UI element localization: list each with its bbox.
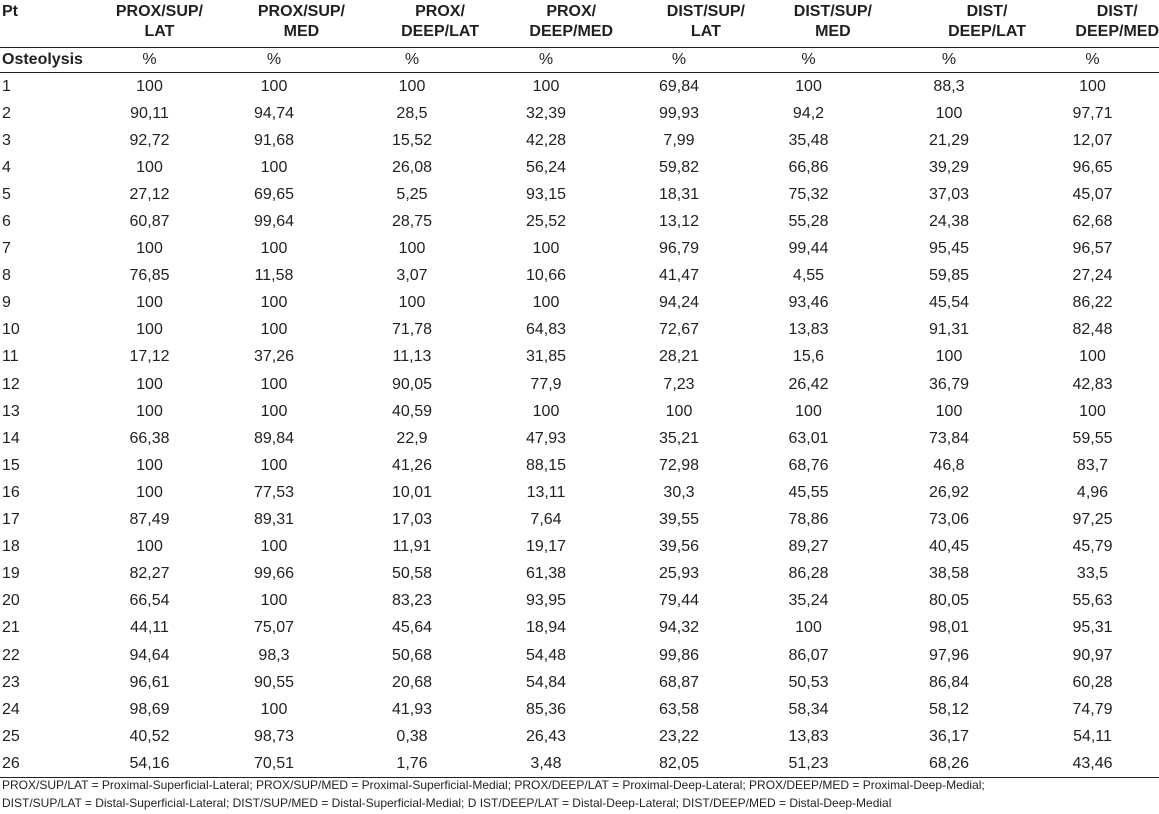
value-cell: 100: [136, 456, 163, 474]
value-cell: 99,44: [788, 240, 829, 258]
value-cell: 69,65: [253, 185, 295, 203]
patient-id-cell: 24: [2, 700, 20, 718]
table-row: [0, 615, 1159, 642]
value-cell: 100: [136, 321, 163, 339]
value-cell: 39,55: [658, 511, 700, 529]
value-cell: 79,44: [658, 592, 700, 610]
value-cell: 93,95: [525, 592, 567, 610]
value-cell: 56,24: [525, 158, 567, 176]
value-cell: 100: [136, 294, 163, 312]
value-cell: 82,27: [129, 565, 170, 583]
value-cell: 25,52: [525, 213, 567, 231]
value-cell: 4,96: [1076, 483, 1109, 501]
value-cell: 71,78: [391, 321, 433, 339]
value-cell: 100: [398, 294, 426, 312]
value-cell: 54,16: [96, 750, 203, 778]
table-row: [0, 588, 1159, 615]
value-cell: 100: [935, 402, 963, 420]
value-cell: 40,45: [928, 538, 970, 556]
table-row: [0, 479, 1159, 506]
value-cell: 100: [532, 402, 560, 420]
value-cell: 85,36: [525, 700, 567, 718]
value-cell: 20,68: [391, 673, 433, 691]
value-cell: 45,64: [391, 619, 433, 637]
patient-id-cell: 19: [2, 565, 20, 583]
value-cell: 73,84: [928, 429, 970, 447]
patient-id-cell: 26: [0, 750, 96, 778]
value-cell: 3,48: [479, 750, 613, 778]
value-cell: 74,79: [1072, 700, 1113, 718]
value-cell: 86,84: [928, 673, 970, 691]
patient-id-cell: 12: [2, 375, 20, 393]
value-cell: 100: [260, 402, 288, 420]
value-cell: 38,58: [928, 565, 970, 583]
value-cell: 1,76: [345, 750, 479, 778]
value-cell: 60,87: [129, 213, 170, 231]
table-row: [0, 507, 1159, 534]
value-cell: 90,11: [130, 104, 169, 122]
value-cell: 7,99: [663, 131, 695, 149]
value-cell: 100: [260, 294, 288, 312]
table-row: [0, 344, 1159, 371]
value-cell: 13,83: [788, 727, 829, 745]
value-cell: 100: [795, 77, 822, 95]
value-cell: 72,98: [658, 456, 700, 474]
patient-id-cell: 21: [2, 619, 20, 637]
value-cell: 7,23: [663, 375, 695, 393]
value-cell: 100: [136, 538, 163, 556]
value-cell: 26,08: [391, 158, 433, 176]
value-cell: 32,39: [525, 104, 567, 122]
value-cell: 100: [260, 375, 288, 393]
value-cell: 42,28: [525, 131, 567, 149]
value-cell: 47,93: [525, 429, 567, 447]
value-cell: 100: [260, 456, 288, 474]
value-cell: 97,25: [1072, 511, 1113, 529]
value-cell: 68,76: [788, 456, 829, 474]
column-header: DIST/ DEEP/LAT: [872, 2, 1026, 48]
value-cell: 96,79: [658, 240, 700, 258]
value-cell: 10,66: [525, 267, 567, 285]
table-row: [0, 696, 1159, 723]
unit-cell: %: [613, 48, 745, 73]
value-cell: 83,7: [1076, 456, 1109, 474]
value-cell: 82,05: [613, 750, 745, 778]
value-cell: 26,43: [525, 727, 567, 745]
value-cell: 13,11: [526, 483, 566, 501]
unit-row: [0, 48, 1159, 73]
value-cell: 100: [260, 77, 288, 95]
value-cell: 100: [532, 294, 560, 312]
value-cell: 54,11: [1073, 727, 1112, 745]
value-cell: 11,91: [392, 538, 432, 556]
value-cell: 0,38: [396, 727, 428, 745]
value-cell: 33,5: [1076, 565, 1109, 583]
patient-id-cell: 16: [2, 483, 20, 501]
value-cell: 86,28: [788, 565, 829, 583]
value-cell: 45,55: [788, 483, 829, 501]
value-cell: 100: [1079, 348, 1106, 366]
column-header: PROX/SUP/ MED: [203, 2, 345, 48]
value-cell: 4,55: [792, 267, 825, 285]
value-cell: 75,07: [253, 619, 295, 637]
value-cell: 45,79: [1072, 538, 1113, 556]
footnote-line-1: PROX/SUP/LAT = Proximal-Superficial-Lateral; PROX/SUP/MED = Proximal-Superficial-Medial; PROX/DEEP/LAT = Proximal-Deep-Lateral; PROX/DEEP/MED = Proximal-Deep-Medial;: [2, 778, 985, 792]
value-cell: 41,47: [658, 267, 700, 285]
value-cell: 40,52: [129, 727, 170, 745]
value-cell: 27,24: [1072, 267, 1113, 285]
value-cell: 90,05: [391, 375, 433, 393]
value-cell: 96,61: [129, 673, 170, 691]
patient-id-cell: 15: [2, 456, 20, 474]
value-cell: 31,85: [525, 348, 567, 366]
value-cell: 72,67: [658, 321, 700, 339]
value-cell: 42,83: [1072, 375, 1113, 393]
value-cell: 54,48: [525, 646, 567, 664]
value-cell: 99,64: [253, 213, 295, 231]
value-cell: 59,55: [1072, 429, 1113, 447]
value-cell: 36,17: [928, 727, 970, 745]
patient-id-cell: 4: [2, 158, 11, 176]
table-row: [0, 236, 1159, 263]
value-cell: 100: [136, 483, 163, 501]
value-cell: 11,58: [254, 267, 294, 285]
column-header: DIST/SUP/ LAT: [613, 2, 745, 48]
value-cell: 98,3: [258, 646, 290, 664]
value-cell: 100: [260, 321, 288, 339]
patient-id-cell: 6: [2, 213, 11, 231]
value-cell: 30,3: [663, 483, 695, 501]
unit-cell: %: [479, 48, 613, 73]
table-row: [0, 154, 1159, 181]
value-cell: 18,94: [525, 619, 567, 637]
value-cell: 19,17: [525, 538, 567, 556]
value-cell: 50,58: [391, 565, 433, 583]
value-cell: 77,53: [253, 483, 295, 501]
value-cell: 23,22: [658, 727, 700, 745]
value-cell: 28,75: [391, 213, 433, 231]
value-cell: 86,07: [788, 646, 829, 664]
value-cell: 97,96: [928, 646, 970, 664]
value-cell: 94,74: [253, 104, 295, 122]
table-row: [0, 317, 1159, 344]
value-cell: 100: [532, 77, 560, 95]
value-cell: 99,93: [658, 104, 700, 122]
patient-id-cell: 10: [2, 321, 20, 339]
value-cell: 54,84: [525, 673, 567, 691]
value-cell: 100: [260, 538, 288, 556]
value-cell: 100: [136, 402, 163, 420]
value-cell: 24,38: [928, 213, 970, 231]
value-cell: 95,45: [928, 240, 970, 258]
value-cell: 100: [136, 77, 163, 95]
patient-id-cell: 13: [2, 402, 20, 420]
value-cell: 95,31: [1072, 619, 1113, 637]
value-cell: 17,03: [391, 511, 433, 529]
value-cell: 12,07: [1072, 131, 1113, 149]
patient-id-cell: 23: [2, 673, 20, 691]
value-cell: 68,87: [658, 673, 700, 691]
value-cell: 40,59: [391, 402, 433, 420]
value-cell: 5,25: [396, 185, 428, 203]
value-cell: 59,82: [658, 158, 700, 176]
table-row: [0, 750, 1159, 778]
value-cell: 100: [260, 158, 288, 176]
table-footnote: [2, 776, 1157, 812]
value-cell: 92,72: [129, 131, 170, 149]
patient-id-cell: 20: [2, 592, 20, 610]
value-cell: 96,57: [1072, 240, 1113, 258]
value-cell: 100: [935, 348, 963, 366]
value-cell: 98,69: [129, 700, 170, 718]
value-cell: 11,13: [392, 348, 432, 366]
value-cell: 93,15: [525, 185, 567, 203]
table-row: [0, 73, 1159, 101]
value-cell: 90,55: [253, 673, 295, 691]
value-cell: 66,86: [788, 158, 829, 176]
value-cell: 75,32: [788, 185, 829, 203]
value-cell: 100: [665, 402, 693, 420]
table-row: [0, 263, 1159, 290]
value-cell: 100: [1079, 402, 1106, 420]
value-cell: 15,6: [792, 348, 825, 366]
unit-cell: %: [203, 48, 345, 73]
value-cell: 100: [398, 240, 426, 258]
value-cell: 100: [795, 402, 822, 420]
patient-id-cell: 3: [2, 131, 11, 149]
value-cell: 41,93: [391, 700, 433, 718]
table-row: [0, 425, 1159, 452]
value-cell: 41,26: [391, 456, 433, 474]
osteolysis-table: [0, 2, 1159, 778]
value-cell: 100: [136, 240, 163, 258]
value-cell: 98,73: [253, 727, 295, 745]
value-cell: 37,26: [253, 348, 295, 366]
table-row: [0, 371, 1159, 398]
unit-cell: %: [96, 48, 203, 73]
value-cell: 78,86: [788, 511, 829, 529]
value-cell: 87,49: [129, 511, 170, 529]
value-cell: 66,54: [129, 592, 170, 610]
value-cell: 50,68: [391, 646, 433, 664]
value-cell: 90,97: [1072, 646, 1113, 664]
value-cell: 59,85: [928, 267, 970, 285]
table-row: [0, 127, 1159, 154]
value-cell: 100: [136, 158, 163, 176]
table-row: [0, 669, 1159, 696]
value-cell: 91,68: [253, 131, 295, 149]
value-cell: 93,46: [788, 294, 829, 312]
value-cell: 88,3: [933, 77, 965, 95]
unit-cell: Osteolysis: [0, 48, 96, 73]
value-cell: 46,8: [933, 456, 965, 474]
table-row: [0, 642, 1159, 669]
value-cell: 63,01: [788, 429, 829, 447]
patient-id-cell: 8: [2, 267, 11, 285]
column-header: DIST/ DEEP/MED: [1026, 2, 1159, 48]
value-cell: 45,07: [1072, 185, 1113, 203]
patient-id-cell: 9: [2, 294, 11, 312]
value-cell: 43,46: [1026, 750, 1159, 778]
value-cell: 10,01: [391, 483, 433, 501]
value-cell: 60,28: [1072, 673, 1113, 691]
table-row: [0, 561, 1159, 588]
value-cell: 35,21: [658, 429, 700, 447]
table-row: [0, 723, 1159, 750]
value-cell: 94,2: [792, 104, 825, 122]
value-cell: 77,9: [530, 375, 562, 393]
value-cell: 62,68: [1072, 213, 1113, 231]
value-cell: 94,64: [129, 646, 170, 664]
value-cell: 82,48: [1072, 321, 1113, 339]
value-cell: 15,52: [391, 131, 433, 149]
table-body: [0, 73, 1159, 778]
unit-cell: %: [872, 48, 1026, 73]
table-row: [0, 290, 1159, 317]
value-cell: 76,85: [129, 267, 170, 285]
patient-id-cell: 11: [2, 348, 19, 366]
value-cell: 98,01: [928, 619, 970, 637]
value-cell: 18,31: [658, 185, 700, 203]
value-cell: 94,32: [658, 619, 700, 637]
value-cell: 63,58: [658, 700, 700, 718]
column-header: PROX/ DEEP/LAT: [345, 2, 479, 48]
value-cell: 61,38: [525, 565, 567, 583]
value-cell: 89,31: [253, 511, 295, 529]
column-header: DIST/SUP/ MED: [745, 2, 872, 48]
value-cell: 100: [260, 240, 288, 258]
value-cell: 69,84: [658, 77, 700, 95]
value-cell: 100: [795, 619, 822, 637]
value-cell: 37,03: [928, 185, 970, 203]
value-cell: 68,26: [872, 750, 1026, 778]
value-cell: 26,92: [928, 483, 970, 501]
value-cell: 100: [1079, 77, 1106, 95]
value-cell: 28,21: [658, 348, 700, 366]
table-row: [0, 181, 1159, 208]
value-cell: 97,71: [1072, 104, 1113, 122]
footnote-line-2: DIST/SUP/LAT = Distal-Superficial-Lateral; DIST/SUP/MED = Distal-Superficial-Medial; D IST/DEEP/LAT = Distal-Deep-Lateral; DIST/DEEP/MED = Distal-Deep-Medial: [2, 796, 892, 810]
patient-id-cell: 7: [2, 240, 11, 258]
value-cell: 100: [935, 104, 963, 122]
value-cell: 27,12: [129, 185, 170, 203]
patient-id-cell: 18: [2, 538, 20, 556]
value-cell: 22,9: [396, 429, 428, 447]
patient-id-cell: 14: [2, 429, 20, 447]
patient-id-cell: 1: [2, 77, 11, 95]
patient-id-cell: 2: [2, 104, 11, 122]
value-cell: 58,12: [928, 700, 970, 718]
value-cell: 89,84: [253, 429, 295, 447]
value-cell: 39,56: [658, 538, 700, 556]
value-cell: 25,93: [658, 565, 700, 583]
patient-id-cell: 22: [2, 646, 20, 664]
value-cell: 88,15: [525, 456, 567, 474]
value-cell: 39,29: [928, 158, 970, 176]
value-cell: 64,83: [525, 321, 567, 339]
patient-id-cell: 5: [2, 185, 11, 203]
value-cell: 17,12: [129, 348, 170, 366]
column-header: PROX/ DEEP/MED: [479, 2, 613, 48]
value-cell: 100: [398, 77, 426, 95]
value-cell: 66,38: [129, 429, 170, 447]
value-cell: 89,27: [788, 538, 829, 556]
value-cell: 100: [532, 240, 560, 258]
value-cell: 96,65: [1072, 158, 1113, 176]
table-row: [0, 398, 1159, 425]
table-row: [0, 452, 1159, 479]
value-cell: 100: [136, 375, 163, 393]
unit-cell: %: [745, 48, 872, 73]
column-header: Pt: [0, 2, 96, 48]
value-cell: 13,12: [658, 213, 700, 231]
value-cell: 86,22: [1072, 294, 1113, 312]
value-cell: 80,05: [928, 592, 970, 610]
value-cell: 99,66: [253, 565, 295, 583]
value-cell: 70,51: [203, 750, 345, 778]
header-row: [0, 2, 1159, 48]
value-cell: 50,53: [788, 673, 829, 691]
value-cell: 7,64: [530, 511, 562, 529]
value-cell: 73,06: [928, 511, 970, 529]
value-cell: 99,86: [658, 646, 700, 664]
value-cell: 94,24: [658, 294, 700, 312]
value-cell: 55,28: [788, 213, 829, 231]
value-cell: 100: [260, 700, 288, 718]
value-cell: 55,63: [1072, 592, 1113, 610]
patient-id-cell: 25: [2, 727, 20, 745]
unit-cell: %: [1026, 48, 1159, 73]
value-cell: 45,54: [928, 294, 970, 312]
value-cell: 51,23: [745, 750, 872, 778]
value-cell: 28,5: [396, 104, 428, 122]
unit-cell: %: [345, 48, 479, 73]
value-cell: 26,42: [788, 375, 829, 393]
patient-id-cell: 17: [2, 511, 20, 529]
column-header: PROX/SUP/ LAT: [96, 2, 203, 48]
value-cell: 44,11: [130, 619, 169, 637]
value-cell: 3,07: [396, 267, 428, 285]
value-cell: 35,24: [788, 592, 829, 610]
value-cell: 36,79: [928, 375, 970, 393]
value-cell: 35,48: [788, 131, 829, 149]
table-row: [0, 534, 1159, 561]
value-cell: 21,29: [928, 131, 970, 149]
table-row: [0, 100, 1159, 127]
value-cell: 100: [260, 592, 288, 610]
table-row: [0, 208, 1159, 235]
value-cell: 91,31: [928, 321, 970, 339]
value-cell: 58,34: [788, 700, 829, 718]
value-cell: 13,83: [788, 321, 829, 339]
value-cell: 83,23: [391, 592, 433, 610]
